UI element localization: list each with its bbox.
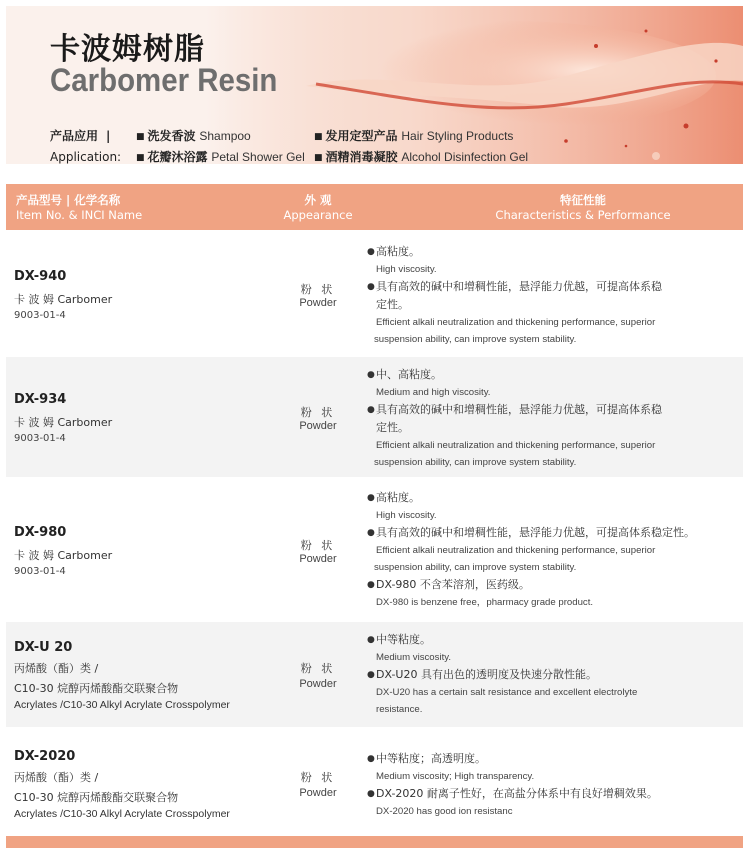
appearance-en: Powder — [299, 553, 337, 565]
cas-number: 9003-01-4 — [14, 310, 66, 321]
table-row — [6, 480, 743, 620]
product-inci: Acrylates /C10-30 Alkyl Acrylate Crosspolymer — [14, 699, 230, 711]
appearance-en: Powder — [299, 678, 337, 690]
cas-number: 9003-01-4 — [14, 566, 66, 577]
application-item: ■ 花瓣沐浴露 Petal Shower Gel — [136, 150, 305, 164]
title-english: Carbomer Resin — [50, 62, 278, 98]
product-code: DX-U 20 — [14, 640, 73, 655]
product-name: 卡 波 姆 Carbomer — [14, 549, 113, 562]
characteristics: ● 中、高粘度。 Medium and high viscosity. ● 具有高效的碱中和增稠性能，悬浮能力优越，可提高体系稳 定性。 Efficient alkali neutralization and thickening performance, superior suspension ability, can improve system stability. — [367, 368, 662, 468]
product-inci: Acrylates /C10-30 Alkyl Acrylate Crosspolymer — [14, 808, 230, 820]
appearance-en: Powder — [299, 297, 337, 309]
header-characteristics: 特征性能 Characteristics & Performance — [495, 193, 671, 222]
characteristics: ● 高粘度。 High viscosity. ● 具有高效的碱中和增稠性能，悬浮能力优越，可提高体系稳 定性。 Efficient alkali neutralization and thickening performance, superior suspension ability, can improve system stability. — [367, 245, 662, 345]
appearance-cn: 粉 状 — [300, 662, 336, 675]
product-name: 丙烯酸（酯）类 / — [14, 662, 99, 675]
product-code: DX-2020 — [14, 749, 76, 764]
application-line-2 — [50, 148, 528, 164]
product-code: DX-980 — [14, 525, 67, 540]
product-name: 卡 波 姆 Carbomer — [14, 416, 113, 429]
characteristics: ● 中等粘度。 Medium viscosity. ● DX-U20 具有出色的透明度及快速分散性能。 DX-U20 has a certain salt resistance and excellent electrolyte resistance. — [367, 633, 638, 715]
header-appearance: 外 观 Appearance — [283, 193, 353, 222]
product-code: DX-934 — [14, 392, 67, 407]
application-item: ■ 发用定型产品 Hair Styling Products — [314, 129, 514, 143]
appearance-cn: 粉 状 — [300, 539, 336, 552]
table-row — [6, 234, 743, 354]
appearance-en: Powder — [299, 420, 337, 432]
application-item: ■ 洗发香波 Shampoo — [136, 129, 251, 143]
application-label-en: Application: — [50, 150, 122, 164]
application-item: ■ 酒精消毒凝胶 Alcohol Disinfection Gel — [314, 150, 529, 164]
characteristics: ● 中等粘度；高透明度。 Medium viscosity; High transparency. ● DX-2020 耐离子性好，在高盐分体系中有良好增稠效果。 DX-2020 has good ion resistanc — [367, 752, 658, 817]
table-row — [6, 731, 743, 835]
application-label-cn: 产品应用 | — [50, 129, 111, 143]
title-chinese: 卡波姆树脂 — [50, 32, 205, 67]
application-line-1 — [50, 127, 513, 144]
bottom-accent-bar — [6, 836, 743, 848]
header-item-no: 产品型号 | 化学名称 Item No. & INCI Name — [16, 193, 143, 222]
product-code: DX-940 — [14, 269, 67, 284]
characteristics: ● 高粘度。 High viscosity. ● 具有高效的碱中和增稠性能，悬浮能力优越，可提高体系稳定性。 Efficient alkali neutralization and thickening performance, superior suspension ability, can improve system stability. ● DX-980 不含苯溶剂，医药级。 DX-980 is benzene free，pharmacy grade product. — [367, 491, 695, 608]
appearance-en: Powder — [299, 787, 337, 799]
table-header — [6, 184, 743, 230]
product-name-line2: C10-30 烷醇丙烯酸酯交联聚合物 — [14, 791, 179, 804]
product-name: 卡 波 姆 Carbomer — [14, 293, 113, 306]
appearance-cn: 粉 状 — [300, 283, 336, 296]
table-row — [6, 622, 743, 727]
product-name: 丙烯酸（酯）类 / — [14, 771, 99, 784]
appearance-cn: 粉 状 — [300, 406, 336, 419]
product-name-line2: C10-30 烷醇丙烯酸酯交联聚合物 — [14, 682, 179, 695]
hero-banner — [6, 6, 743, 164]
cas-number: 9003-01-4 — [14, 433, 66, 444]
appearance-cn: 粉 状 — [300, 771, 336, 784]
table-row — [6, 357, 743, 477]
